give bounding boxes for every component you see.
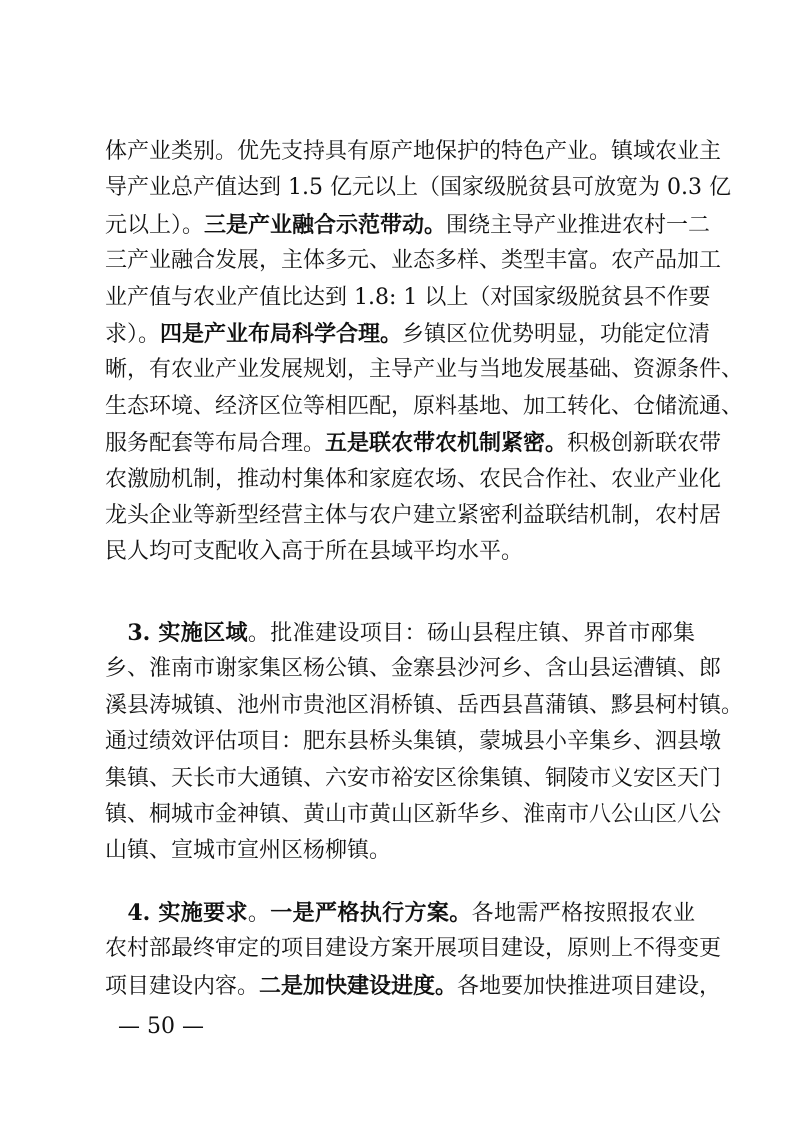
text-run: 乡、淮南市谢家集区杨公镇、金寨县沙河乡、含山县运漕镇、郎	[105, 656, 722, 681]
text-run: 求）。	[105, 322, 161, 347]
text-run: 。	[247, 901, 271, 926]
text-line	[105, 537, 695, 567]
text-run: 。批准建设项目：砀山县程庄镇、界首市邴集	[247, 621, 695, 646]
bold-text-run: 二是加快建设进度。	[259, 973, 458, 999]
text-run: 围绕主导产业推进农村一二	[446, 213, 711, 238]
text-line	[105, 246, 722, 276]
text-line	[105, 319, 711, 350]
text-run: 三产业融合发展，主体多元、业态多样、类型丰富。农产品加工	[105, 248, 722, 273]
text-line	[105, 618, 695, 649]
text-run: 各地需严格按照报农业	[471, 901, 695, 926]
bold-text-run: 五是联农带农机制紧密。	[325, 430, 568, 456]
text-run: 各地要加快推进项目建设，	[457, 974, 722, 999]
text-line	[105, 355, 744, 385]
bold-text-run: 一是严格执行方案。	[270, 900, 472, 926]
page-number: — 50 —	[118, 1014, 204, 1039]
text-line	[105, 392, 744, 422]
text-run: 农村部最终审定的项目建设方案开展项目建设，原则上不得变更	[105, 936, 722, 961]
text-line	[105, 465, 722, 495]
text-run: 导产业总产值达到 1.5 亿元以上（国家级脱贫县可放宽为 0.3 亿	[105, 175, 731, 200]
bold-text-run: 四是产业布局科学合理。	[160, 321, 403, 347]
text-line	[105, 934, 722, 964]
text-run: 山镇、宣城市宣州区杨柳镇。	[105, 838, 392, 863]
text-line	[105, 173, 731, 203]
text-run: 元以上）。	[105, 213, 205, 238]
text-run: 晰，有农业产业发展规划，主导产业与当地发展基础、资源条件、	[105, 357, 744, 382]
text-run: 通过绩效评估项目：肥东县桥头集镇，蒙城县小辛集乡、泗县墩	[105, 729, 722, 754]
text-line	[105, 428, 722, 459]
text-run: 业产值与农业产值比达到 1.8: 1 以上（对国家级脱贫县不作要	[105, 285, 711, 310]
text-line	[105, 800, 722, 830]
text-line	[105, 501, 722, 531]
text-run: 体产业类别。优先支持具有原产地保护的特色产业。镇域农业主	[105, 139, 722, 164]
text-run: 集镇、天长市大通镇、六安市裕安区徐集镇、铜陵市义安区天门	[105, 766, 722, 791]
text-line	[105, 283, 711, 313]
bold-text-run: 3. 实施区域	[105, 620, 248, 646]
text-run: 服务配套等布局合理。	[105, 431, 326, 456]
bold-text-run: 4. 实施要求	[105, 900, 248, 926]
text-run: 溪县涛城镇、池州市贵池区涓桥镇、岳西县菖蒲镇、黟县柯村镇。	[105, 693, 744, 718]
text-line	[105, 654, 722, 684]
text-run: 镇、桐城市金神镇、黄山市黄山区新华乡、淮南市八公山区八公	[105, 802, 722, 827]
text-line	[105, 727, 722, 757]
text-line	[105, 971, 722, 1002]
text-run: 乡镇区位优势明显，功能定位清	[402, 322, 711, 347]
text-line	[105, 836, 695, 866]
text-run: 龙头企业等新型经营主体与农户建立紧密利益联结机制，农村居	[105, 503, 722, 528]
text-run: 积极创新联农带	[567, 431, 722, 456]
bold-text-run: 三是产业融合示范带动。	[204, 212, 447, 238]
text-run: 项目建设内容。	[105, 974, 260, 999]
text-run: 农激励机制，推动村集体和家庭农场、农民合作社、农业产业化	[105, 467, 722, 492]
text-line	[105, 137, 722, 167]
text-run: 生态环境、经济区位等相匹配，原料基地、加工转化、仓储流通、	[105, 394, 744, 419]
text-line	[105, 210, 711, 241]
text-line	[105, 764, 722, 794]
text-run: 民人均可支配收入高于所在县域平均水平。	[105, 539, 524, 564]
text-line	[105, 898, 695, 929]
text-line	[105, 691, 744, 721]
